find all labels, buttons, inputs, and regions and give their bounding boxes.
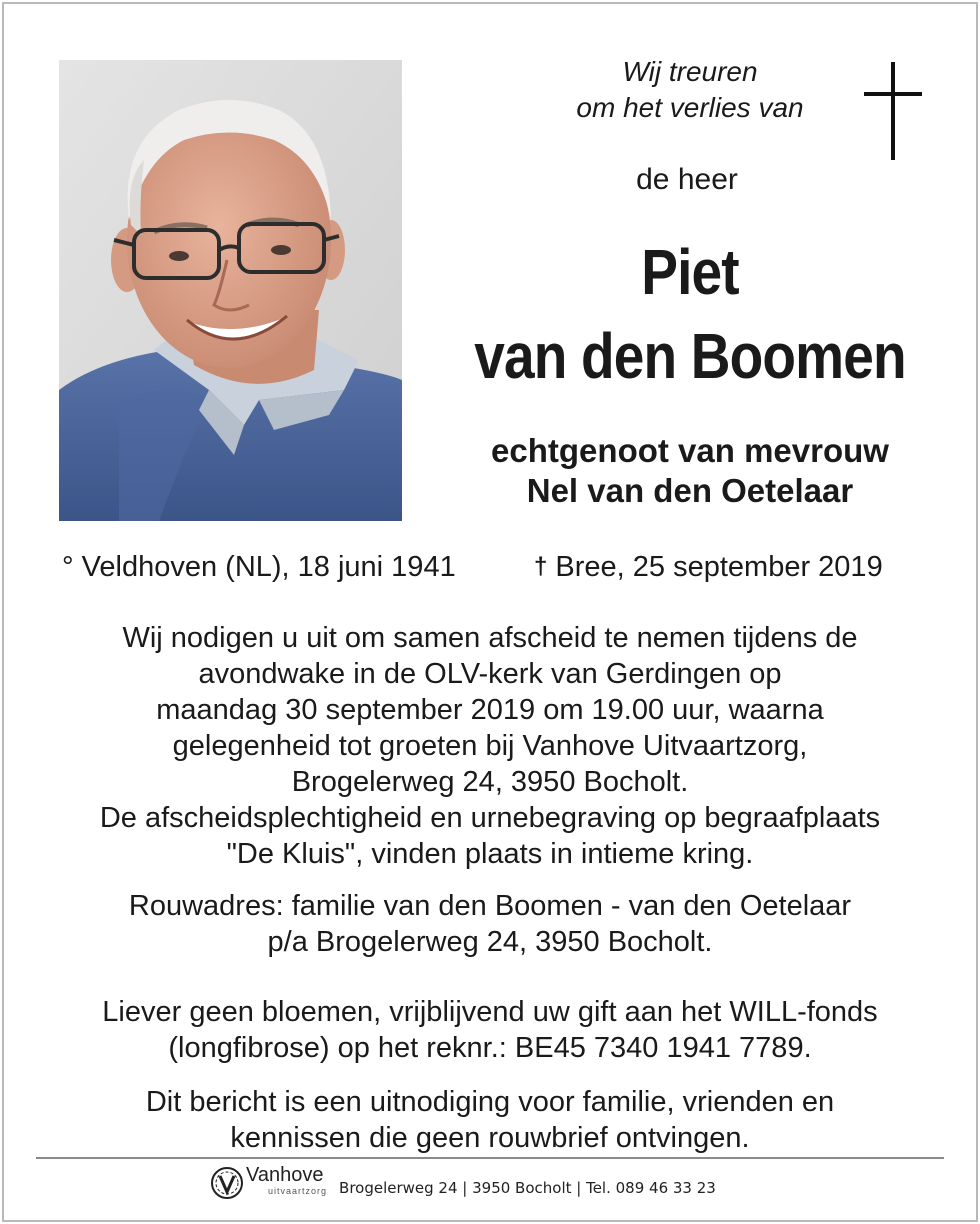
ceremony-text bbox=[30, 620, 950, 872]
intro-line-2: om het verlies van bbox=[576, 92, 804, 123]
spouse-info bbox=[420, 431, 960, 511]
ceremony-line: "De Kluis", vinden plaats in intieme kring. bbox=[226, 838, 754, 870]
last-name: van den Boomen bbox=[474, 320, 906, 392]
vanhove-logo-icon bbox=[210, 1166, 244, 1200]
condolence-address bbox=[30, 888, 950, 960]
ceremony-line: Brogelerweg 24, 3950 Bocholt. bbox=[291, 766, 689, 798]
dagger-icon: † bbox=[534, 553, 548, 580]
invitation-line: Dit bericht is een uitnodiging voor familie, vrienden en bbox=[145, 1086, 835, 1118]
donation-line: Liever geen bloemen, vrijblijvend uw gift aan het WILL-fonds bbox=[102, 996, 878, 1028]
portrait-photo bbox=[59, 60, 402, 521]
address-line: Rouwadres: familie van den Boomen - van den Oetelaar bbox=[128, 890, 852, 922]
ceremony-line: avondwake in de OLV-kerk van Gerdingen op bbox=[198, 658, 782, 690]
ceremony-line: gelegenheid tot groeten bij Vanhove Uitvaartzorg, bbox=[172, 730, 808, 762]
intro-text bbox=[540, 54, 840, 126]
intro-line-1: Wij treuren bbox=[622, 56, 758, 87]
spouse-line-2: Nel van den Oetelaar bbox=[526, 472, 854, 509]
vanhove-logo-text bbox=[246, 1164, 328, 1199]
invitation-text bbox=[30, 1084, 950, 1156]
ceremony-line: maandag 30 september 2019 om 19.00 uur, waarna bbox=[156, 694, 824, 726]
ceremony-line: Wij nodigen u uit om samen afscheid te nemen tijdens de bbox=[122, 622, 858, 654]
donation-text bbox=[30, 994, 950, 1066]
death-text: Bree, 25 september 2019 bbox=[555, 551, 883, 583]
address-line: p/a Brogelerweg 24, 3950 Bocholt. bbox=[267, 926, 713, 958]
cross-icon bbox=[864, 62, 922, 160]
invitation-line: kennissen die geen rouwbrief ontvingen. bbox=[230, 1122, 750, 1154]
birth-info: ° Veldhoven (NL), 18 juni 1941 bbox=[62, 551, 456, 583]
deceased-name bbox=[466, 230, 913, 398]
brand-subtitle: uitvaartzorg bbox=[268, 1186, 328, 1196]
spouse-line-1: echtgenoot van mevrouw bbox=[491, 432, 889, 469]
death-info bbox=[534, 551, 883, 584]
footer-address: Brogelerweg 24 | 3950 Bocholt | Tel. 089 46 33 23 bbox=[339, 1179, 716, 1197]
funeral-home-footer bbox=[210, 1163, 716, 1203]
title-prefix: de heer bbox=[636, 163, 738, 196]
donation-line: (longfibrose) op het reknr.: BE45 7340 1941 7789. bbox=[168, 1032, 812, 1064]
brand-name: Vanhove bbox=[246, 1164, 324, 1186]
ceremony-line: De afscheidsplechtigheid en urnebegraving op begraafplaats bbox=[99, 802, 881, 834]
first-name: Piet bbox=[641, 236, 739, 308]
footer-divider bbox=[36, 1157, 944, 1159]
